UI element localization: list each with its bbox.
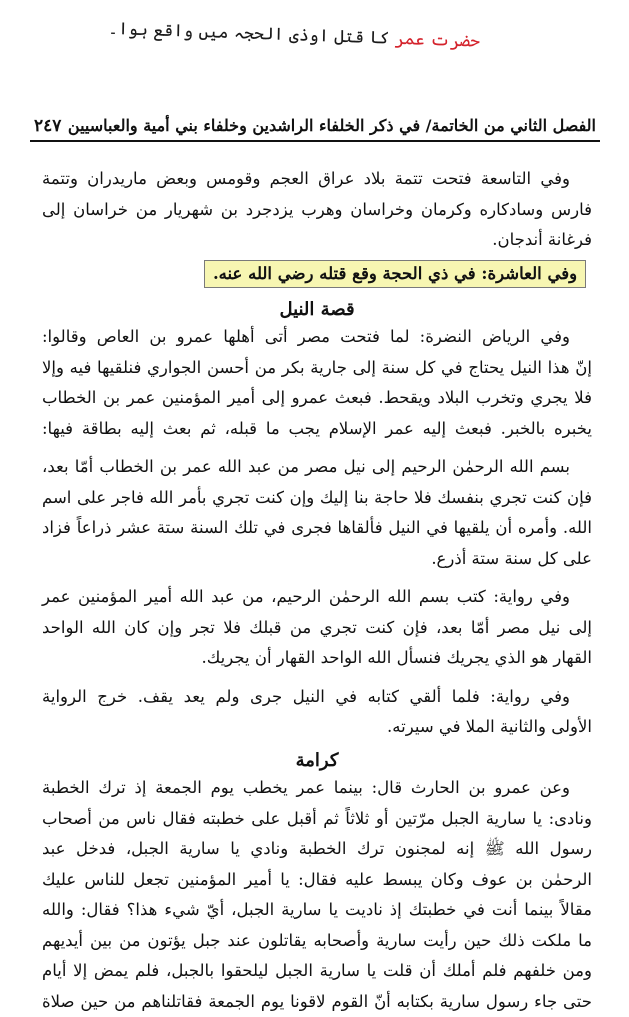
header-title: الفصل الثاني من الخاتمة/ في ذكر الخلفاء الراشدين وخلفاء بني أمية والعباسيين [68, 114, 596, 138]
section-heading-nile: قصة النيل [42, 292, 592, 323]
text-line: وفي رواية: فلما ألقي كتابه في النيل جرى ولم يعد يقف. خرج الرواية [42, 682, 592, 713]
highlight-line [42, 256, 592, 292]
paragraph-p2 [42, 322, 592, 444]
paragraph-p5 [42, 682, 592, 743]
text-line: إنّ هذا النيل يحتاج في كل سنة إلى جارية بكر من أحسن الجواري فنلقيها فيه وإلا [42, 353, 592, 384]
text-line: حتى جاء رسول سارية بكتابه أنّ القوم لاقونا يوم الجمعة فقاتلناهم من حين صلاة [42, 987, 592, 1017]
text-line: وعن عمرو بن الحارث قال: بينما عمر يخطب يوم الجمعة إذ ترك الخطبة [42, 773, 592, 804]
highlighted-sentence: وفي العاشرة: في ذي الحجة وقع قتله رضي الله عنه. [204, 260, 586, 288]
text-line: فإن كنت تجري بنفسك فلا حاجة بنا إليك وإن كنت تجري بأمر الله فاجر على اسم [42, 483, 592, 514]
paragraph-p1 [42, 164, 592, 256]
paragraph-p3 [42, 452, 592, 574]
text-line: فلا يجري وتخرب البلاد ويقحط. فبعث عمرو إلى أمير المؤمنين عمر بن الخطاب [42, 383, 592, 414]
text-line: وفي رواية: كتب بسم الله الرحمٰن الرحيم، من عبد الله أمير المؤمنين عمر [42, 582, 592, 613]
paragraph-p4 [42, 582, 592, 674]
handwritten-annotation [149, 10, 480, 61]
text-line: بسم الله الرحمٰن الرحيم إلى نيل مصر من عبد الله عمر بن الخطاب أمّا بعد، [42, 452, 592, 483]
annotation-name: حضرت عمر [395, 29, 481, 52]
text-line: فارس وسادكاره وكرمان وخراسان وهرب يزدجرد بن شهريار من خراسان إلى [42, 195, 592, 226]
text-line: فرغانة أندجان. [42, 225, 592, 256]
text-line: الرحمٰن بن عوف وكان يبسط عليه فقال: يا أمير المؤمنين تجعل للناس عليك [42, 865, 592, 896]
text-line: القهار هو الذي يجريك فنسأل الله الواحد القهار أن يجريك. [42, 643, 592, 674]
page-body [42, 164, 592, 1017]
text-line: مقالاً بينما أنت في خطبتك إذ ناديت يا سارية الجبل، أيّ شيء هذا؟ فقال: والله [42, 895, 592, 926]
text-line: ومن خلفهم فلم أملك أن قلت يا سارية الجبل ليلحقوا بالجبل، فلم يمض إلا أيام [42, 956, 592, 987]
text-line: ما ملكت ذلك حين رأيت سارية وأصحابه يقاتلون عند جبل يؤتون من بين أيديهم [42, 926, 592, 957]
annotation-text: کا قتل اوذی الحجہ میں واقع ہوا۔ [108, 19, 395, 49]
text-line: على كل سنة ستة أذرع. [42, 544, 592, 575]
text-line: يخبره بالخبر. فبعث إليه عمر الإسلام يجب ما قبله، ثم بعث إليه بطاقة فيها: [42, 414, 592, 445]
page-number: ٢٤٧ [34, 114, 61, 138]
text-line: إلى نيل مصر أمّا بعد، فإن كنت تجري من قبلك فلا تجر وإن كان الله الواحد [42, 613, 592, 644]
text-line: وفي التاسعة فتحت تتمة بلاد عراق العجم وقومس وبعض ماريدران وتتمة [42, 164, 592, 195]
paragraph-p6 [42, 773, 592, 1017]
section-heading-karama: كرامة [42, 743, 592, 774]
text-line: الله. وأمره أن يلقيها في النيل فألقاها فجرى في تلك السنة ستة عشر ذراعاً فزاد [42, 513, 592, 544]
text-line: رسول الله ﷺ إنه لمجنون ترك الخطبة ونادي يا سارية الجبل، فدخل عبد [42, 834, 592, 865]
text-line: ونادى: يا سارية الجبل مرّتين أو ثلاثاً ثم أقبل على خطبته فقال ناس من أصحاب [42, 804, 592, 835]
text-line: الأولى والثانية الملا في سيرته. [42, 712, 592, 743]
running-header [30, 114, 600, 142]
text-line: وفي الرياض النضرة: لما فتحت مصر أتى أهلها عمرو بن العاص وقالوا: [42, 322, 592, 353]
